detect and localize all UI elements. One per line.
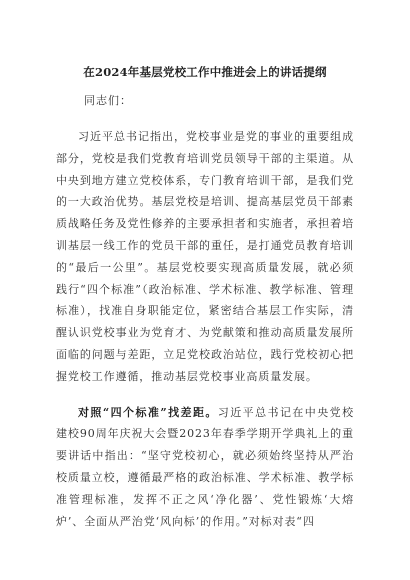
paragraph-2 bbox=[56, 402, 354, 533]
paragraph-1: 习近平总书记指出，党校事业是党的事业的重要组成部分，党校是我们党教育培训党员领导干部的主渠道。从中央到地方建立党校体系，专门教育培训干部，是我们党的一大政治优势。基层党校是培训、提高基层党员干部素质战略任务及党性修养的主要承担者和实施者，承担着培训基层一线工作的党员干部的重任，是打通党员教育培训的“最后一公里”。基层党校要实现高质量发展，就必须践行“四个标准”（政治标准、学术标准、教学标准、管理标准），找准自身职能定位，紧密结合基层工作实际，清醒认识党校事业为党育才、为党献策和推动高质量发展所面临的问题与差距，立足党校政治站位，践行党校初心把握党校工作遵循，推动基层党校事业高质量发展。 bbox=[56, 130, 354, 383]
document-title: 在2024年基层党校工作中推进会上的讲话提纲 bbox=[83, 65, 327, 79]
greeting: 同志们： bbox=[84, 94, 132, 107]
paragraph-2-lead: 对照“四个标准”找差距。 bbox=[78, 405, 218, 419]
paragraph-2-body: 习近平总书记在中央党校建校90周年庆祝大会暨2023年春季学期开学典礼上的重要讲话中指出：“坚守党校初心，就必须始终坚持从严治校质量立校，遵循最严格的政治标准、学术标准、教学标准管理标准，发挥不正之风‘净化器’、党性锻炼‘大熔炉’、全面从严治党‘风向标’的作用。”对标对表“四 bbox=[56, 405, 354, 528]
